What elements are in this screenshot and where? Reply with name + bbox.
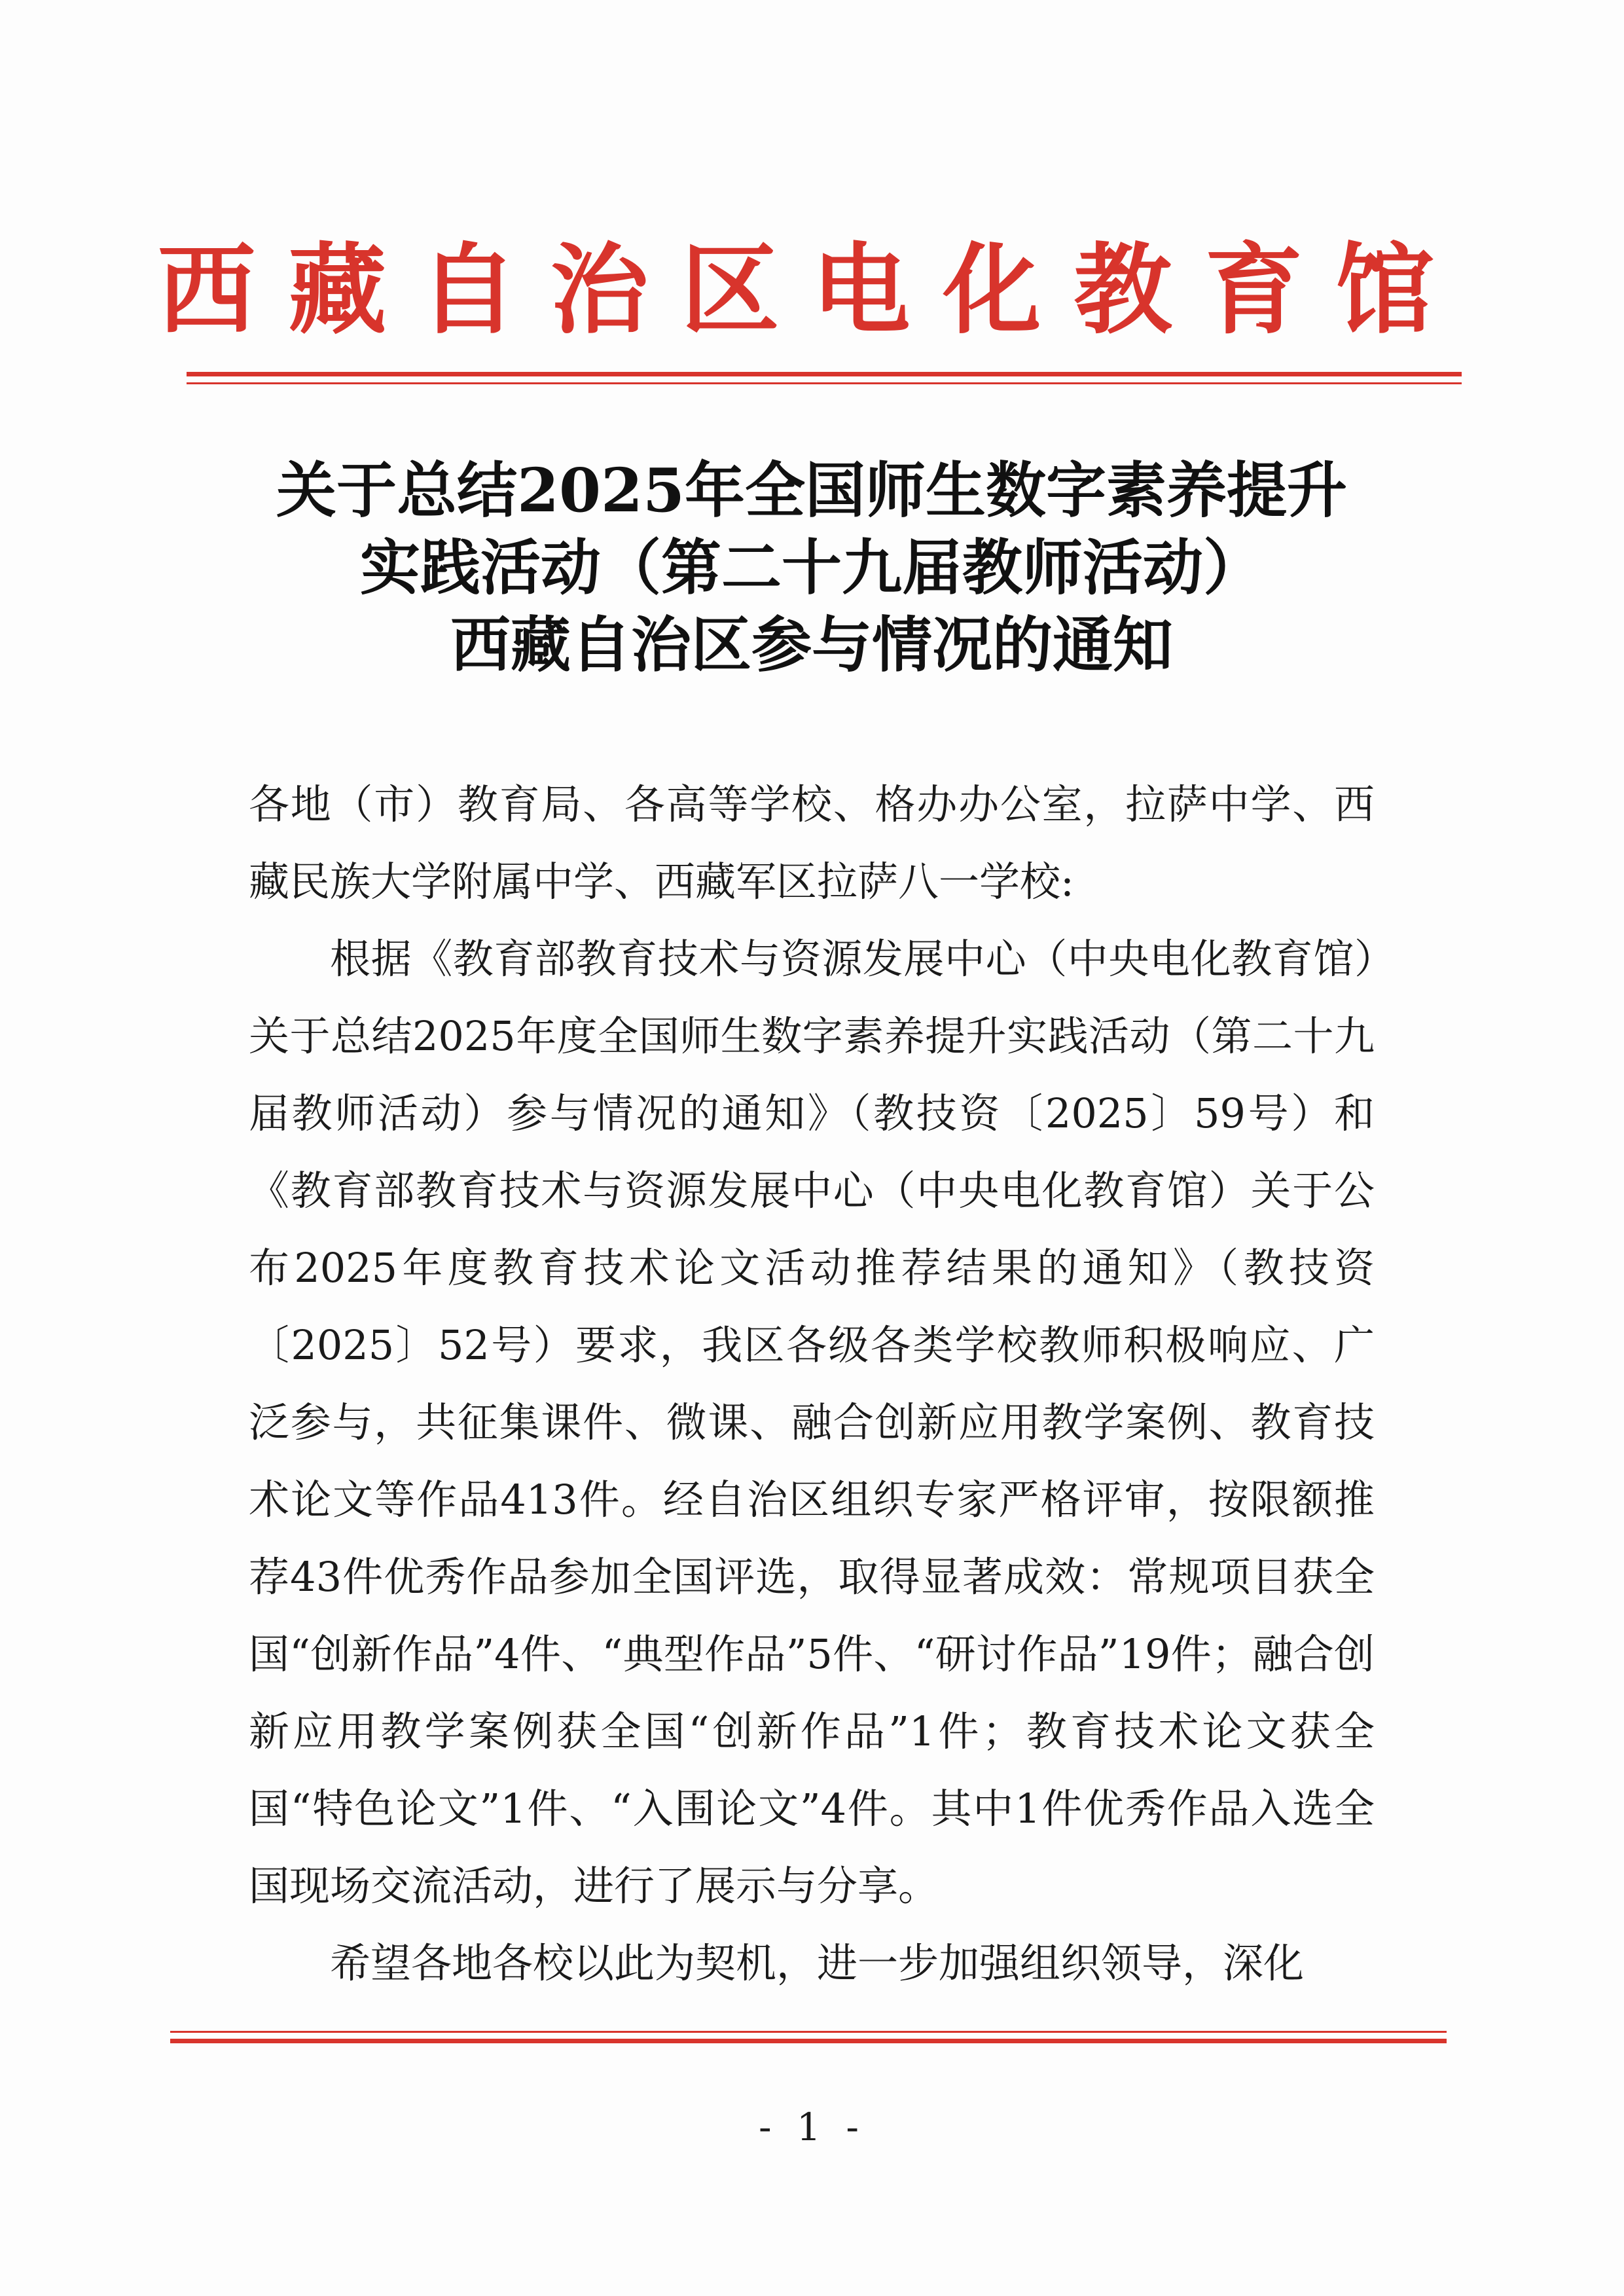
document-body	[249, 766, 1375, 2002]
organization-header: 西藏自治区电化教育馆	[157, 232, 1467, 348]
footer-red-rule-thick	[170, 2039, 1447, 2043]
body-paragraph-1: 根据《教育部教育技术与资源发展中心（中央电化教育馆）关于总结2025年度全国师生数字素养提升实践活动（第二十九届教师活动）参与情况的通知》（教技资〔2025〕59号）和《教育部教育技术与资源发展中心（中央电化教育馆）关于公布2025年度教育技术论文活动推荐结果的通知》（教技资〔2025〕52号）要求，我区各级各类学校教师积极响应、广泛参与，共征集课件、微课、融合创新应用教学案例、教育技术论文等作品413件。经自治区组织专家严格评审，按限额推荐43件优秀作品参加全国评选，取得显著成效：常规项目获全国“创新作品”4件、“典型作品”5件、“研讨作品”19件；融合创新应用教学案例获全国“创新作品”1件；教育技术论文获全国“特色论文”1件、“入围论文”4件。其中1件优秀作品入选全国现场交流活动，进行了展示与分享。	[249, 935, 1375, 1910]
title-line-3: 西藏自治区参与情况的通知	[450, 610, 1173, 680]
document-title	[196, 452, 1427, 683]
footer-red-rule-thin	[170, 2031, 1447, 2033]
page-number: - 1 -	[759, 2105, 865, 2149]
header-red-rule-thin	[187, 382, 1462, 384]
addressee: 各地（市）教育局、各高等学校、格办办公室，拉萨中学、西藏民族大学附属中学、西藏军区拉萨八一学校:	[249, 780, 1375, 905]
title-line-2: 实践活动（第二十九届教师活动）	[359, 532, 1263, 603]
body-paragraph-2: 希望各地各校以此为契机，进一步加强组织领导，深化	[330, 1939, 1305, 1987]
header-red-rule-thick	[187, 372, 1462, 376]
title-line-1: 关于总结2025年全国师生数字素养提升	[276, 455, 1348, 526]
